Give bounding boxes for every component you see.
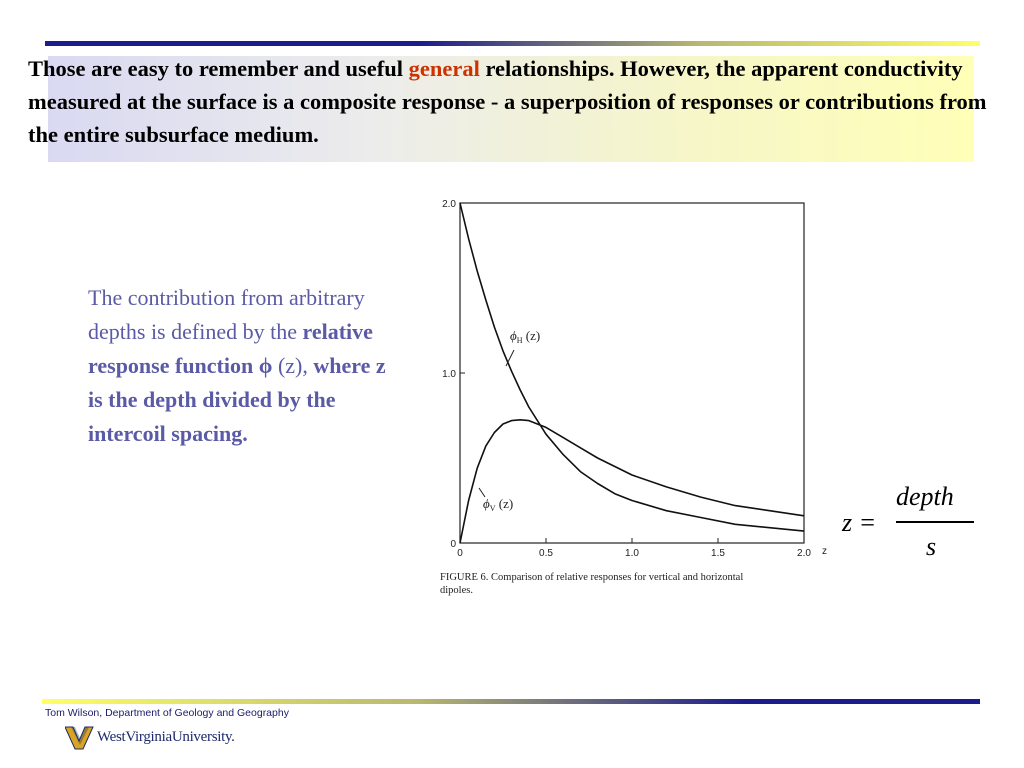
depth-formula [840,480,990,580]
body-line-1: The contribution from arbitrary depths is defined by the [88,285,365,344]
formula-numerator: depth [896,482,954,511]
formula-lhs: z = [842,508,877,537]
series-label-h: $\phi_H$ (z) [510,328,541,345]
label-pointer-h [506,350,514,366]
response-chart [430,190,850,610]
x-axis-label: z [822,546,827,557]
wvu-wordmark: WestVirginiaUniversity. [97,729,235,745]
formula-denominator: s [926,532,937,561]
x-axis-ticks [457,538,811,559]
y-axis-ticks [442,199,465,550]
series-line-phi-h [460,203,804,531]
body-bold-2: where z is the depth divided by the intercoil spacing. [88,353,386,446]
title-highlight: general [408,56,480,81]
y-tick-label: 0 [450,539,456,550]
label-pointer-v [479,488,485,497]
x-tick-label: 0.5 [539,548,553,559]
chart-caption-line-1: FIGURE 6. Comparison of relative responses for vertical and horizontal [440,572,744,583]
x-tick-label: 0 [457,548,463,559]
x-tick-label: 1.5 [711,548,725,559]
footer-credit: Tom Wilson, Department of Geology and Geography [45,707,289,719]
series-lines [460,203,804,543]
body-bold-1: relative response function ϕ [88,319,373,378]
body-paragraph [88,281,398,451]
chart-caption-line-2: dipoles. [440,585,473,596]
wvu-logo [65,722,265,756]
y-tick-label: 2.0 [442,199,456,210]
title-part-2: relationships. However, the apparent conductivity measured at the surface is a composite response - a superposition of responses or contributions from the entire subsurface medium. [28,56,987,147]
wv-flying-logo-icon [65,725,95,751]
x-tick-label: 1.0 [625,548,639,559]
body-line-2: (z), [272,353,314,378]
top-rule [45,41,980,46]
bottom-rule [42,699,980,704]
title-part-1: Those are easy to remember and useful [28,56,409,81]
slide-title [28,52,1003,151]
series-line-phi-v [460,420,804,543]
y-tick-label: 1.0 [442,369,456,380]
x-tick-label: 2.0 [797,548,811,559]
fraction-bar [896,521,974,523]
series-label-v: $\phi_V$ (z) [483,496,514,513]
